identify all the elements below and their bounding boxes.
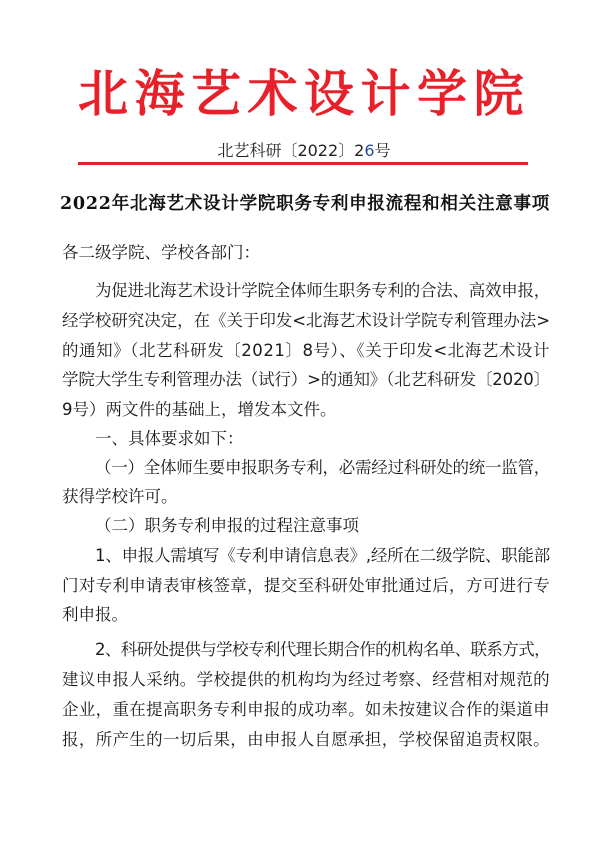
body-line: 2、科研处提供与学校专利代理长期合作的机构名单、联系方式， <box>95 640 550 659</box>
institution-title: 北海艺术设计学院 <box>78 64 530 123</box>
body-line: 报，所产生的一切后果，由申报人自愿承担，学校保留追责权限。 <box>62 730 550 749</box>
body-line: 建议申报人采纳。学校提供的机构均为经过考察、经营相对规范的 <box>62 670 550 689</box>
body-line: 为促进北海艺术设计学院全体师生职务专利的合法、高效申报， <box>95 281 550 300</box>
body-line: 各二级学院、学校各部门： <box>62 243 260 262</box>
body-line: 1、申报人需填写《专利申请信息表》,经所在二级学院、职能部 <box>95 546 550 565</box>
document-number-prefix: 北艺科研〔2022〕2 <box>217 141 365 160</box>
body-line: 获得学校许可。 <box>62 487 178 506</box>
body-line: （二）职务专利申报的过程注意事项 <box>95 516 359 535</box>
body-line: 门对专利申请表审核签章，提交至科研处审批通过后，方可进行专 <box>62 576 550 595</box>
body-line: 经学校研究决定，在《关于印发<北海艺术设计学院专利管理办法> <box>62 311 550 330</box>
body-line: （一）全体师生要申报职务专利，必需经过科研处的统一监管， <box>95 458 550 477</box>
body-line: 学院大学生专利管理办法（试行）>的通知》（北艺科研发〔2020〕 <box>62 370 550 389</box>
body-line: 一、具体要求如下： <box>95 429 244 448</box>
document-number-suffix: 号 <box>374 141 391 160</box>
document-heading: 2022年北海艺术设计学院职务专利申报流程和相关注意事项 <box>60 194 550 214</box>
body-line: 的通知》（北艺科研发〔2021〕8号）、《关于印发<北海艺术设计 <box>62 341 550 360</box>
document-number-digit: 6 <box>364 141 375 160</box>
body-line: 企业，重在提高职务专利申报的成功率。如未按建议合作的渠道申 <box>62 700 550 719</box>
document-number <box>0 141 608 161</box>
body-line: 9号）两文件的基础上，增发本文件。 <box>62 400 337 419</box>
body-line: 利申报。 <box>62 605 128 624</box>
red-divider <box>78 162 528 165</box>
